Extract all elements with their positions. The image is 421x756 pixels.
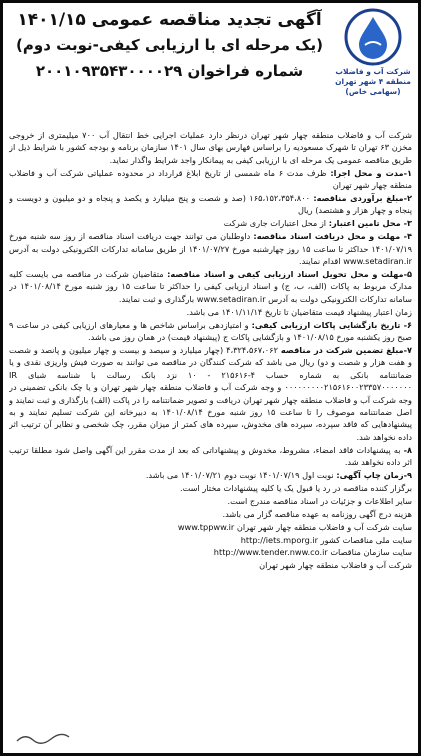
paragraph-text: سایر اطلاعات و جزئیات در اسناد مناقصه مندرج است. — [227, 495, 412, 506]
paragraph-heading: ۷-مبلغ تضمین شرکت در مناقصه — [280, 344, 412, 355]
paragraph-text: هزینه درج آگهی روزنامه به عهده مناقصه گزار می باشد. — [222, 508, 412, 519]
notice-paragraph — [9, 306, 412, 318]
paragraph-text: سایت ملی مناقصات کشور http://iets.mporg.ir — [240, 534, 412, 545]
notice-title: آگهی تجدید مناقصه عمومی ۱۴۰۱/۱۵ — [17, 10, 322, 30]
paragraph-heading: ۸- — [403, 444, 412, 455]
paragraph-text: شرکت آب و فاضلاب منطقه چهار شهر تهران درنظر دارد عملیات اجرایی خط انتقال آب ۷۰۰ میلیمتری از خروجی مخزن ۶۳ تهران تا شهرک مسعودیه را براساس فهارس بهای سال ۱۴۰۱ سازمان برنامه و بودجه کشور با شرایط ذیل از طریق مناقصه عمومی یک مرحله ای با ارزیابی کیفی به پیمانکار واجد شرایط واگذار نماید. — [9, 130, 412, 165]
notice-paragraph — [9, 495, 412, 507]
notice-paragraph — [9, 268, 412, 305]
paragraph-text: ۴،۳۲۴،۵۶۷،۰۶۲ (چهار میلیارد و سیصد و بیست و چهار میلیون و پانصد و شصت و هفت هزار و شصت و دو) ریال می باشد که شرکت کنندگان در مناقصه می توانند به صورت فیش واریزی نقدی و یا ضمانتنامه بانکی به شماره حساب ۴-۲۱۵۶۱۶ - ۱۰ نزد بانک رسالت با شناسه شبای IR ۰۰۰۰۰۰۰۰۰۲۱۵۶۱۶۰۰۲۳۳۵۷۰۰۰۰۰۰۰ و وجه شرکت آب و فاضلاب منطقه چهار شهر تهران و یا چک بانکی تضمینی در وجه شرکت آب و فاضلاب منطقه چهار شهر تهران دریافت و تصویر ضمانتنامه را در پاکت (الف) بارگذاری و ثبت نمایند و اصل ضمانتنامه موصوف را تا ساعت ۱۵ روز شنبه مورخ ۱۴۰۱/۰۸/۱۴ به دبیرخانه این شرکت تسلیم نمایند و به پیشنهادهایی که فاقد سپرده، سپرده های مخدوش، سپرده های کمتر از میزان مقرر، چک شخصی و نظایر آن ترتیب اثر داده نخواهد شد. — [9, 344, 412, 442]
paragraph-heading: ۳- محل تامین اعتبار: — [328, 218, 412, 229]
signature-mark — [13, 731, 73, 745]
paragraph-heading: ۵-مهلت و محل تحویل اسناد ارزیابی کیفی و اسناد مناقصه: — [167, 268, 412, 279]
notice-paragraph — [9, 230, 412, 267]
notice-paragraph — [9, 546, 412, 558]
paragraph-text: شرکت آب و فاضلاب منطقه چهار شهر تهران — [259, 560, 412, 571]
paragraph-text: برگزار کننده مناقصه در رد یا قبول یک یا کلیه پیشنهادات مختار است. — [179, 482, 412, 493]
notice-paragraph — [9, 482, 412, 494]
paragraph-text: به پیشنهادات فاقد امضاء، مشروط، مخدوش و پیشنهاداتی که بعد از مدت مقرر این آگهی واصل شود مطلقا ترتیب اثر داده نخواهد شد. — [9, 444, 412, 468]
notice-subtitle: (یک مرحله ای با ارزیابی کیفی-نوبت دوم) — [16, 36, 323, 54]
notice-paragraph — [9, 167, 412, 192]
notice-paragraph — [9, 521, 412, 533]
notice-paragraph — [9, 534, 412, 546]
notice-body — [9, 129, 412, 719]
notice-header — [9, 7, 412, 129]
paragraph-heading: ۱-مدت و محل اجرا: — [330, 167, 412, 178]
water-drop-icon — [343, 7, 403, 67]
logo-line: شرکت آب و فاضلاب — [335, 67, 411, 76]
notice-paragraph — [9, 344, 412, 443]
notice-paragraph — [9, 469, 412, 481]
paragraph-text: داوطلبان می توانند جهت دریافت اسناد مناقصه از روز سه شنبه مورخ ۱۴۰۱/۰۷/۱۹ حداکثر تا ساعت ۱۵ روز چهارشنبه مورخ ۱۴۰۱/۰۷/۲۷ از طریق سامانه تدارکات الکترونیکی دولت به آدرس www.setadiran.ir اقدام نمایند. — [9, 231, 412, 267]
notice-paragraph — [9, 217, 412, 229]
paragraph-heading: ۴- مهلت و محل دریافت اسناد مناقصه: — [253, 231, 412, 242]
paragraph-text: زمان اعتبار پیشنهاد قیمت متقاضیان تا تاریخ ۱۴۰۱/۱۱/۱۴ می باشد. — [186, 306, 412, 317]
paragraph-text: نوبت اول ۱۴۰۱/۰۷/۱۹ نوبت دوم ۱۴۰۱/۰۷/۲۱ می باشد. — [145, 469, 334, 480]
notice-paragraph — [9, 319, 412, 344]
paragraph-text: ۱۶۵،۱۵۲،۳۵۴،۸۰۰ (صد و شصت و پنج میلیارد و یکصد و پنجاه و دو میلیون و دویست و پنجاه و چهار هزار و هشتصد) ریال — [9, 193, 412, 216]
notice-paragraph — [9, 129, 412, 166]
company-logo — [334, 7, 412, 97]
notice-paragraph — [9, 192, 412, 217]
logo-line: (سهامی خاص) — [345, 87, 401, 96]
logo-line: منطقه ۴ شهر تهران — [335, 77, 411, 86]
paragraph-text: سایت سازمان مناقصات http://www.tender.nww.co.ir — [213, 547, 412, 558]
paragraph-text: و امتیازدهی براساس شاخص ها و معیارهای ارزیابی کیفی در ساعت ۹ صبح روز یکشنبه مورخ ۱۴۰۱/۰۸/۱۵ و بازگشایی پاکات ج (پیشنهاد قیمت) در همان روز می باشد. — [9, 319, 412, 342]
call-number: شماره فراخوان ۲۰۰۱۰۹۳۵۴۳۰۰۰۰۲۹ — [35, 62, 304, 80]
notice-titles — [9, 7, 330, 85]
paragraph-text: از محل اعتبارات جاری شرکت — [223, 218, 327, 229]
paragraph-heading: ۶- تاریخ بازگشایی پاکات ارزیابی کیفی: — [251, 319, 412, 330]
paragraph-text: سایت شرکت آب و فاضلاب منطقه چهار شهر تهران www.tppww.ir — [177, 521, 412, 532]
notice-paragraph — [9, 559, 412, 571]
paragraph-heading: ۲-مبلغ برآوردی مناقصه: — [313, 193, 412, 204]
paragraph-heading: ۹-زمان چاپ آگهی: — [336, 469, 412, 480]
notice-paragraph — [9, 508, 412, 520]
paragraph-text: متقاضیان شرکت در مناقصه می بایست کلیه مدارک مربوط به پاکات (الف، ب، ج) و اسناد ارزیابی کیفی را حداکثر تا ساعت ۱۵ روز شنبه مورخ ۱۴۰۱/۰۸/۱۴ در سامانه تدارکات الکترونیکی دولت به آدرس www.setadiran.ir بارگذاری و ثبت نمایند. — [9, 268, 412, 304]
notice-paragraph — [9, 444, 412, 469]
paragraph-text: ظرف مدت ۶ ماه شمسی از تاریخ ابلاغ قرارداد در محدوده عملیاتی شرکت آب و فاضلاب منطقه چهار شهر تهران — [9, 167, 412, 191]
